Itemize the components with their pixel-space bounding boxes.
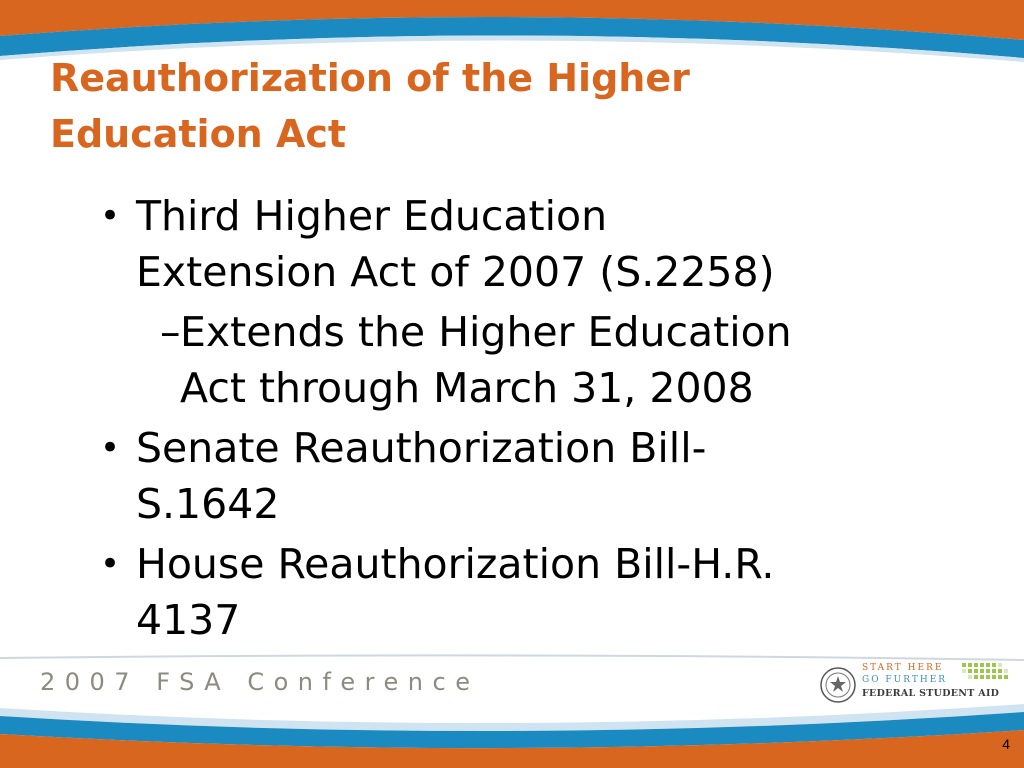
logo-dot-grid-icon [962, 663, 1010, 685]
footer-rule [0, 655, 1024, 660]
sub-bullet-item [160, 304, 980, 416]
sub-bullet-line: Extends the Higher Education [180, 308, 792, 356]
sub-bullet-text [180, 304, 980, 416]
bullet-item [100, 420, 980, 532]
bullet-line: Extension Act of 2007 (S.2258) [136, 248, 775, 296]
department-of-education-seal-icon [820, 667, 856, 703]
logo-start-here: START HERE [862, 663, 944, 673]
bullet-text [136, 420, 980, 532]
bullet-list [100, 188, 980, 652]
sub-bullet-line: Act through March 31, 2008 [180, 364, 754, 412]
logo-go-further: GO FURTHER [862, 675, 948, 685]
federal-student-aid-logo [862, 663, 1012, 707]
title-line-1: Reauthorization of the Higher [50, 56, 690, 100]
bullet-marker: • [100, 196, 121, 236]
conference-footer-text: 2007 FSA Conference [40, 668, 480, 696]
page-number: 4 [1002, 736, 1010, 752]
bullet-line: 4137 [136, 596, 241, 644]
bullet-marker: • [100, 544, 121, 584]
bullet-line: House Reauthorization Bill-H.R. [136, 540, 775, 588]
logo-federal-student-aid: FEDERAL STUDENT AID [862, 688, 1000, 699]
sub-bullet-marker: – [160, 308, 181, 356]
bullet-text [136, 536, 980, 648]
slide-title [50, 50, 970, 162]
bullet-item [100, 188, 980, 300]
bullet-text [136, 188, 980, 300]
bullet-marker: • [100, 428, 121, 468]
bullet-line: S.1642 [136, 480, 280, 528]
bullet-item [100, 536, 980, 648]
title-line-2: Education Act [50, 112, 347, 156]
bullet-line: Third Higher Education [136, 192, 608, 240]
bullet-line: Senate Reauthorization Bill- [136, 424, 707, 472]
